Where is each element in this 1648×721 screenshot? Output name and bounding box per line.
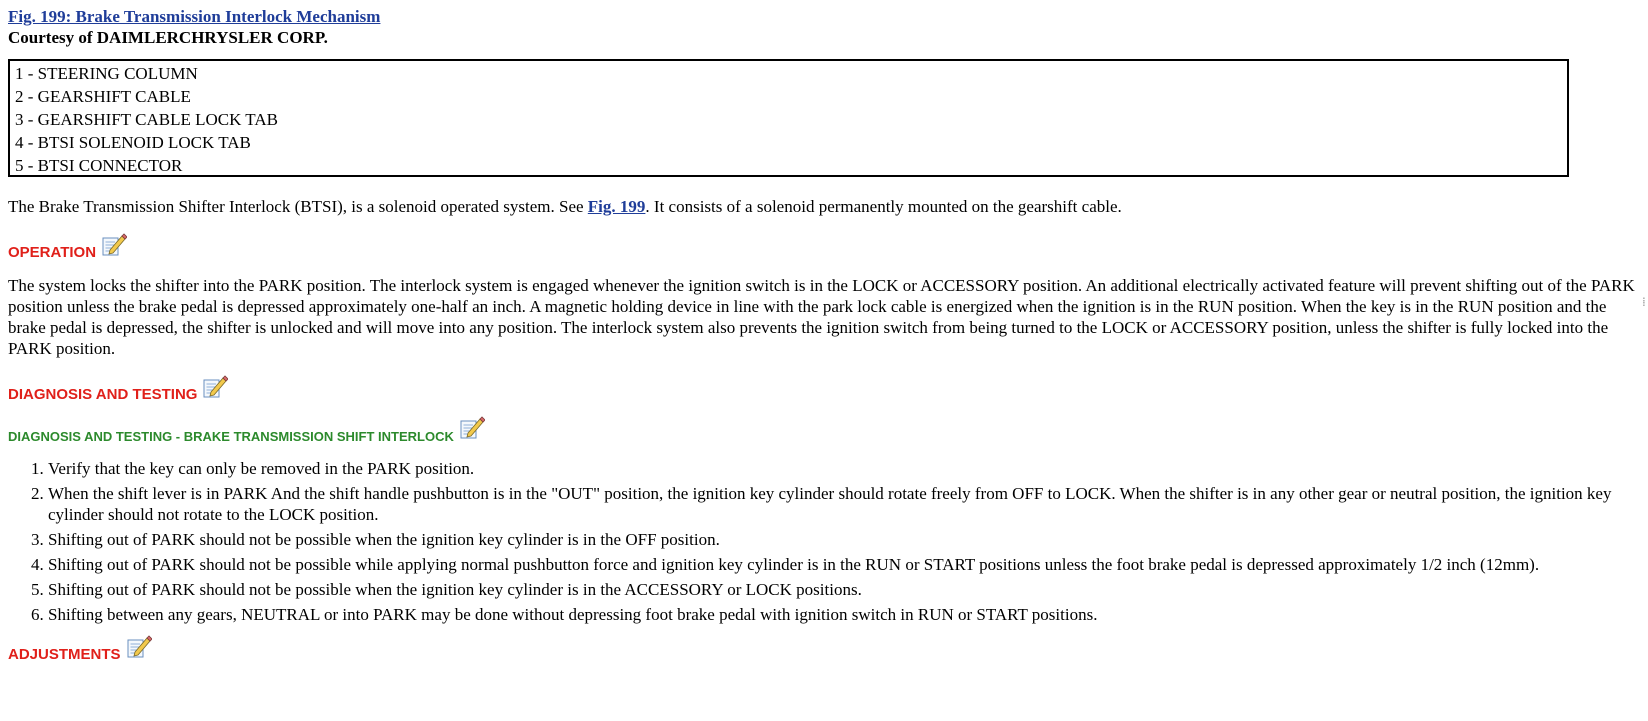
list-item: 4. Shifting out of PARK should not be possible while applying normal pushbutton force and ignition key cylinder is in the RUN or START positions unless the foot brake pedal is depressed approximately 1/2 inch (12mm).: [48, 554, 1638, 575]
edit-note-icon[interactable]: [202, 375, 228, 399]
adjustments-heading: [8, 639, 1638, 663]
operation-heading-text: OPERATION: [8, 244, 97, 261]
legend-item: 3 - GEARSHIFT CABLE LOCK TAB: [15, 110, 278, 129]
window-edge-marker: ⁞: [1642, 295, 1646, 309]
edit-note-icon[interactable]: [459, 416, 485, 440]
edit-note-icon[interactable]: [126, 635, 152, 659]
diagnosis-subheading: [8, 420, 1638, 444]
figure-legend-box: [8, 59, 1569, 177]
figure-courtesy: Courtesy of DAIMLERCHRYSLER CORP.: [8, 28, 328, 47]
diagnosis-subheading-text: DIAGNOSIS AND TESTING - BRAKE TRANSMISSION SHIFT INTERLOCK: [8, 429, 454, 444]
intro-paragraph: [8, 196, 1638, 217]
figure-199-link[interactable]: Fig. 199: [587, 197, 646, 216]
legend-item: 1 - STEERING COLUMN: [15, 64, 198, 83]
operation-heading: [8, 237, 1638, 261]
diagnosis-heading-text: DIAGNOSIS AND TESTING: [8, 386, 198, 403]
legend-item: 5 - BTSI CONNECTOR: [15, 156, 183, 175]
legend-item: 4 - BTSI SOLENOID LOCK TAB: [15, 133, 251, 152]
list-item: 2. When the shift lever is in PARK And the shift handle pushbutton is in the "OUT" position, the ignition key cylinder should rotate freely from OFF to LOCK. When the shifter is in any other gear or neutral position, the ignition key cylinder should not rotate to the LOCK position.: [48, 483, 1638, 525]
intro-text-after: . It consists of a solenoid permanently mounted on the gearshift cable.: [645, 197, 1122, 216]
operation-paragraph: The system locks the shifter into the PARK position. The interlock system is engaged whenever the ignition switch is in the LOCK or ACCESSORY position. An additional electrically activated feature will prevent shifting out of the PARK position unless the brake pedal is depressed approximately one-half an inch. A magnetic holding device in line with the park lock cable is energized when the ignition is in the RUN position. When the key is in the RUN position and the brake pedal is depressed, the shifter is unlocked and will move into any position. The interlock system also prevents the ignition switch from being turned to the LOCK or ACCESSORY position, unless the shifter is fully locked into the PARK position.: [8, 276, 1635, 358]
diagnosis-heading: [8, 379, 1638, 403]
list-item: 5. Shifting out of PARK should not be possible when the ignition key cylinder is in the ACCESSORY or LOCK positions.: [48, 579, 1638, 600]
list-item: 6. Shifting between any gears, NEUTRAL or into PARK may be done without depressing foot brake pedal with ignition switch in RUN or START positions.: [48, 604, 1638, 625]
diagnosis-steps-list: [8, 458, 1638, 625]
adjustments-heading-text: ADJUSTMENTS: [8, 646, 121, 663]
intro-text-before: The Brake Transmission Shifter Interlock (BTSI), is a solenoid operated system. See: [8, 197, 588, 216]
edit-note-icon[interactable]: [101, 233, 127, 257]
legend-item: 2 - GEARSHIFT CABLE: [15, 87, 191, 106]
document-page: [8, 6, 1638, 663]
figure-caption-link[interactable]: Fig. 199: Brake Transmission Interlock Mechanism: [8, 7, 381, 26]
list-item: 1. Verify that the key can only be removed in the PARK position.: [48, 458, 1638, 479]
list-item: 3. Shifting out of PARK should not be possible when the ignition key cylinder is in the OFF position.: [48, 529, 1638, 550]
